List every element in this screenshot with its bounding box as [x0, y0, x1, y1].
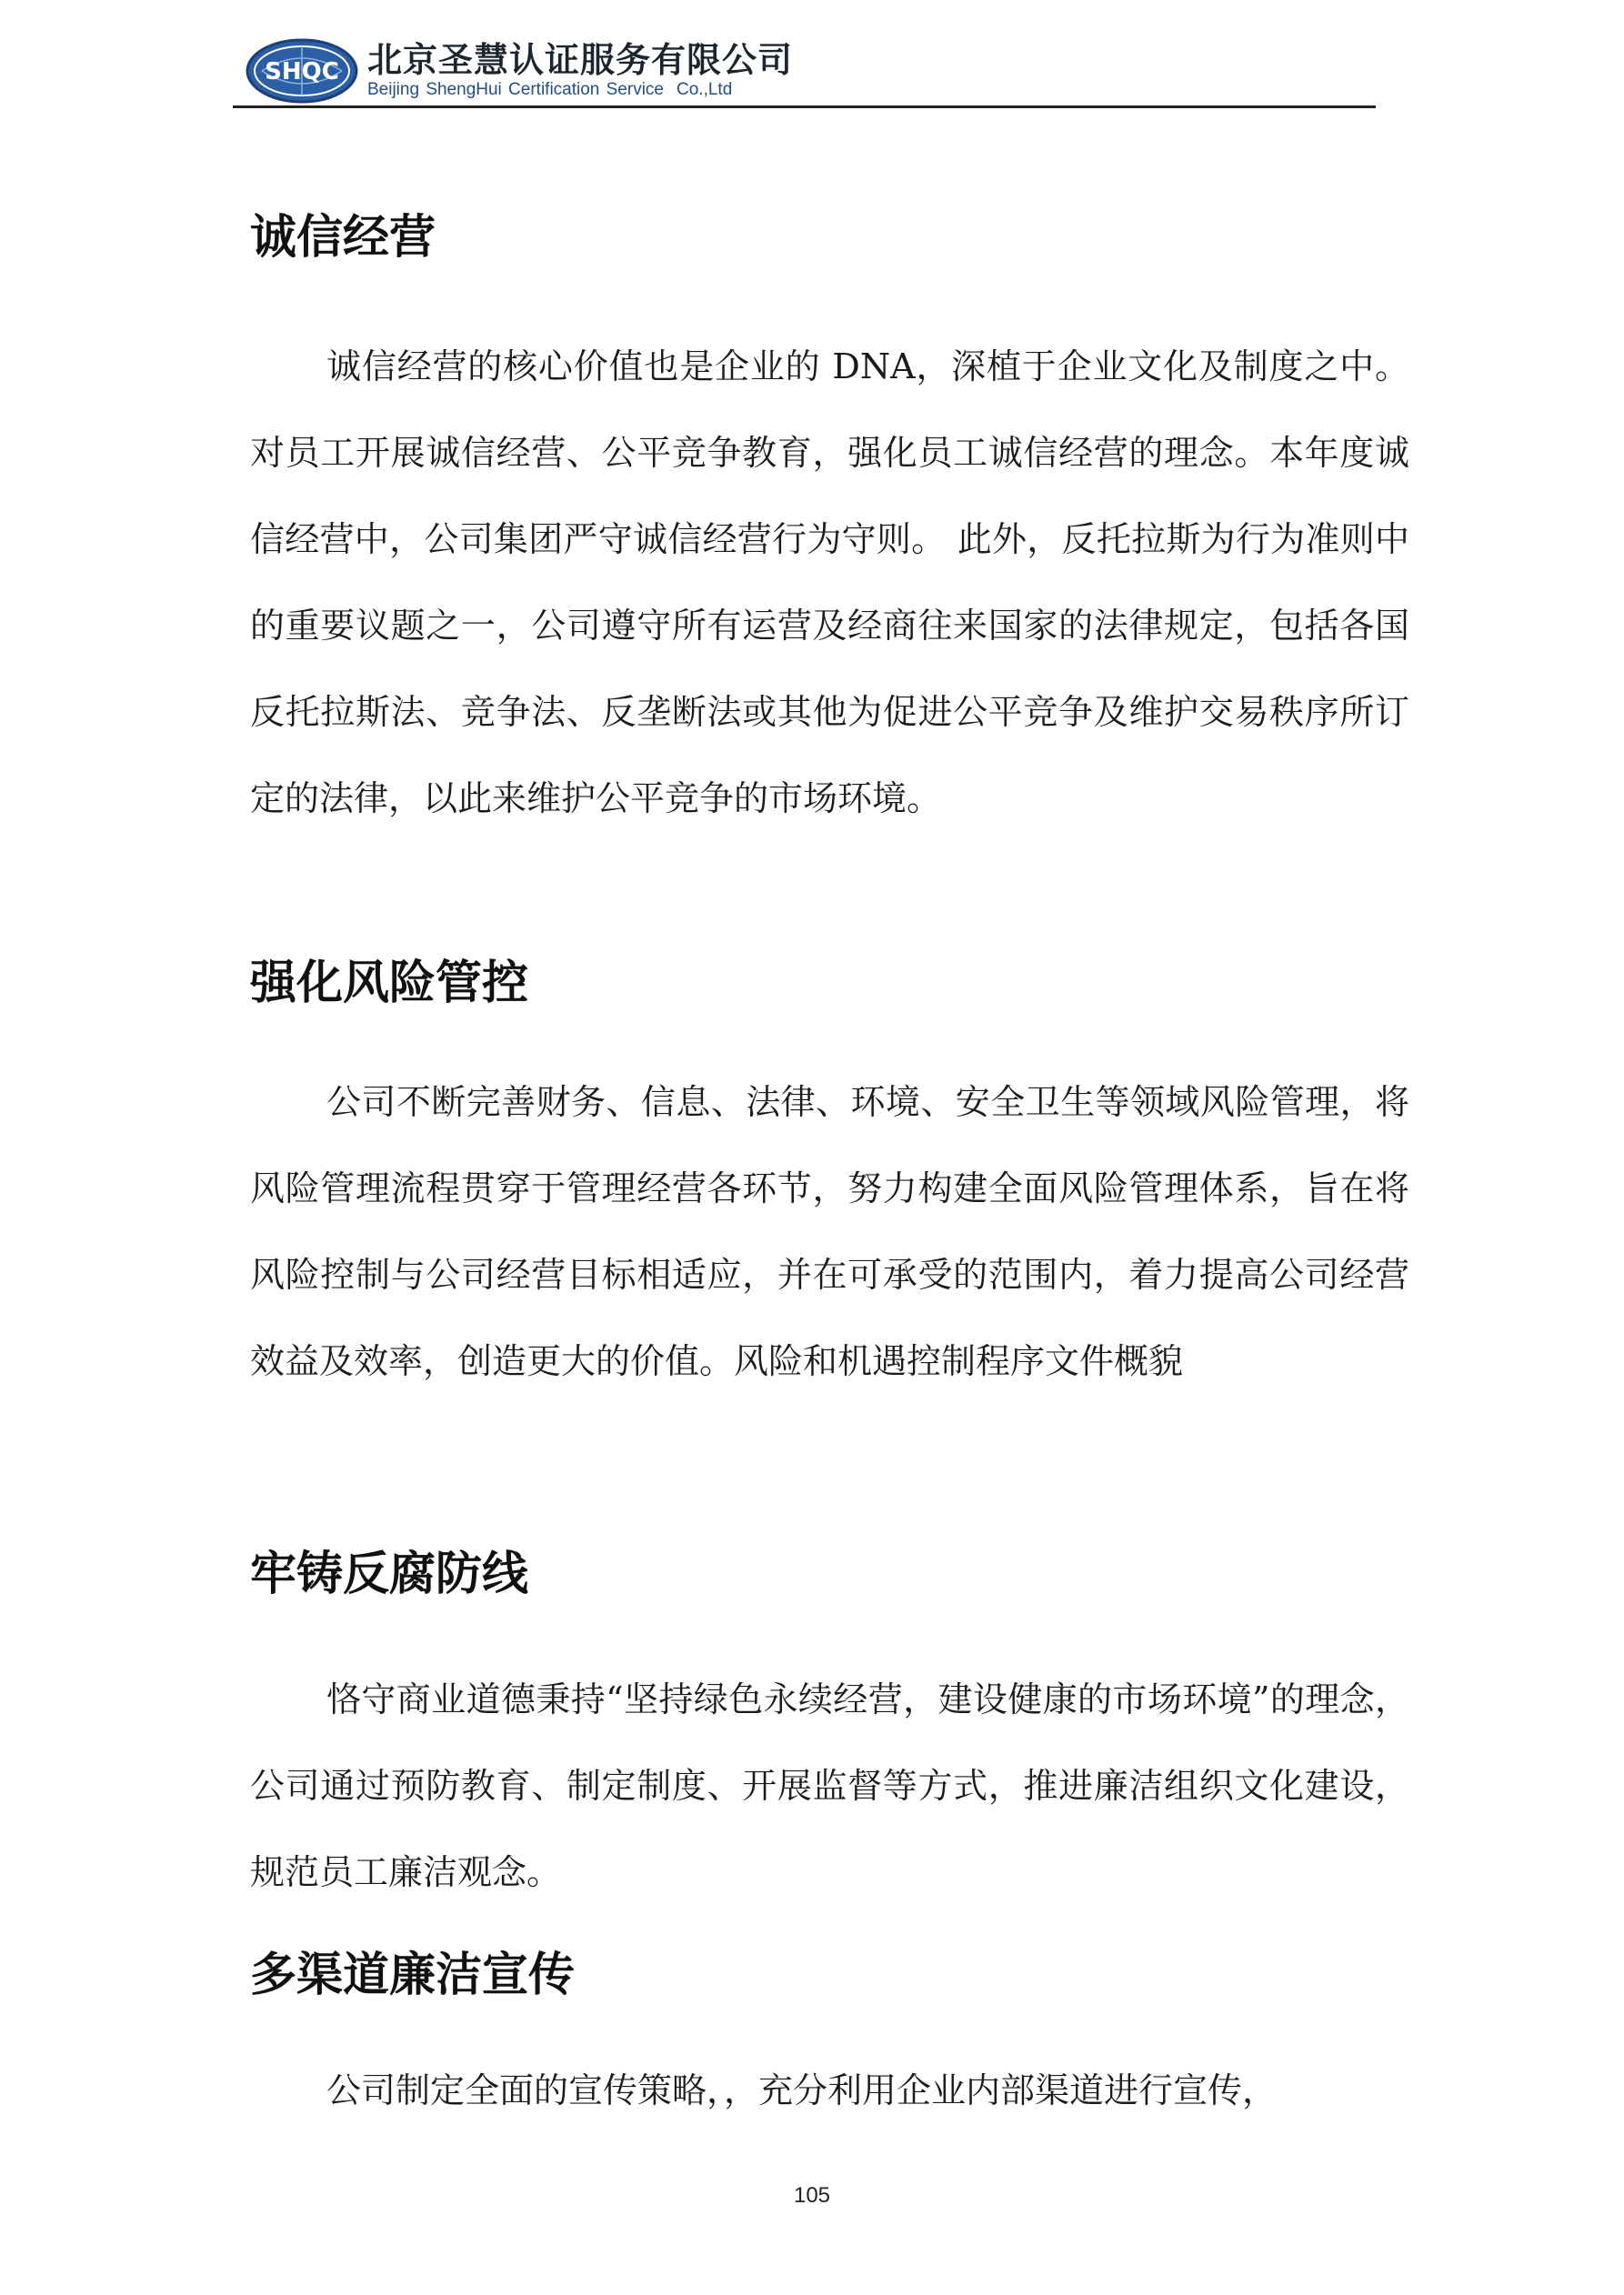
paragraph: 诚信经营的核心价值也是企业的 DNA，深植于企业文化及制度之中。对员工开展诚信经营、公平竞争教育，强化员工诚信经营的理念。本年度诚信经营中，公司集团严守诚信经营行为守则。 此外，反托拉斯为行为准则中的重要议题之一，公司遵守所有运营及经商往来国家的法律规定，包括各国反托拉斯法、竞争法、反垄断法或其他为促进公平竞争及维护交易秩序所订定的法律，以此来维护公平竞争的市场环境。 — [250, 346, 1409, 818]
paragraph: 公司制定全面的宣传策略，，充分利用企业内部渠道进行宣传， — [326, 2070, 1278, 2110]
paragraph: 恪守商业道德秉持“坚持绿色永续经营，建设健康的市场环境”的理念，公司通过预防教育、制定制度、开展监督等方式，推进廉洁组织文化建设，规范员工廉洁观念。 — [250, 1679, 1409, 1892]
page-header — [233, 35, 1376, 107]
page-number: 105 — [793, 2183, 831, 2208]
paragraph: 公司不断完善财务、信息、法律、环境、安全卫生等领域风险管理，将风险管理流程贯穿于管理经营各环节，努力构建全面风险管理体系，旨在将风险控制与公司经营目标相适应，并在可承受的范围内，着力提高公司经营效益及效率，创造更大的价值。风险和机遇控制程序文件概貌 — [250, 1082, 1409, 1381]
header-divider — [233, 105, 1376, 108]
company-name-en — [367, 80, 793, 100]
section-body-integrity — [250, 324, 1409, 842]
section-heading-integrity: 诚信经营 — [250, 211, 436, 265]
section-body-risk-control — [250, 1059, 1409, 1405]
company-name-en-suffix: Co.,Ltd — [677, 80, 733, 99]
section-heading-risk-control: 强化风险管控 — [250, 957, 529, 1010]
company-logo — [246, 38, 358, 104]
section-body-anti-corruption — [250, 1657, 1409, 1916]
company-name-block — [367, 40, 793, 100]
section-heading-anti-corruption: 牢铸反腐防线 — [250, 1548, 529, 1601]
section-heading-integrity-promotion: 多渠道廉洁宣传 — [250, 1949, 576, 2002]
company-name-en-main: Beijing ShengHui Certification Service — [367, 80, 664, 99]
company-name-cn: 北京圣慧认证服务有限公司 — [367, 40, 794, 80]
logo-text: SHQC — [265, 58, 339, 85]
section-body-integrity-promotion — [250, 2048, 1409, 2134]
